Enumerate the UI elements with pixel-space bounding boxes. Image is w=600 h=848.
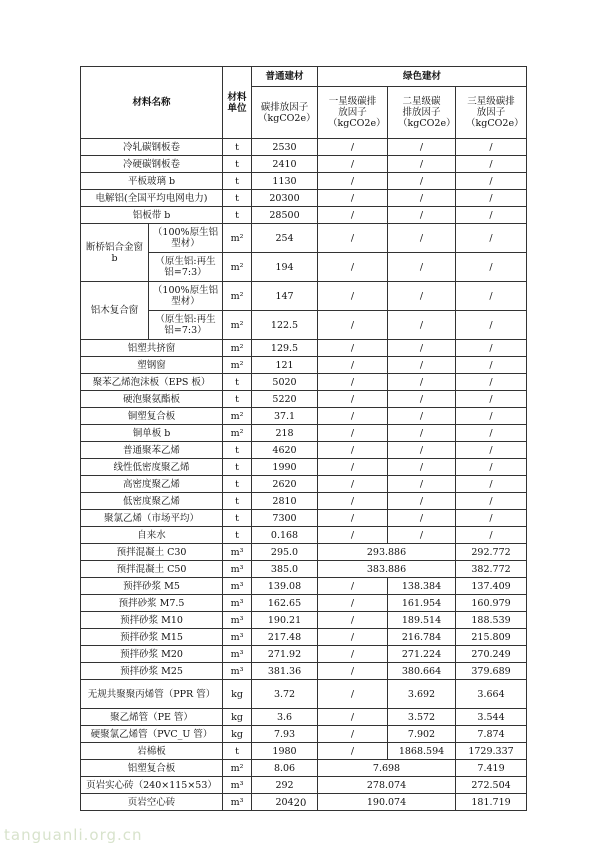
table-row [81,357,527,374]
factor-cell: / [388,139,456,156]
factor-cell: 278.074 [318,777,456,794]
material-name: 平板玻璃 b [81,173,223,190]
unit-cell: m² [223,760,252,777]
factor-cell: 121 [252,357,318,374]
factor-cell: / [318,139,388,156]
unit-cell: m² [223,357,252,374]
material-name: 线性低密度聚乙烯 [81,459,223,476]
factor-cell: / [388,493,456,510]
factor-cell: / [318,173,388,190]
factor-cell: / [318,282,388,311]
material-name: 预拌混凝土 C50 [81,561,223,578]
factor-cell: / [388,224,456,253]
factor-cell: 2530 [252,139,318,156]
material-name: 预拌砂浆 M25 [81,663,223,680]
factor-cell: / [388,156,456,173]
material-name: 普通聚苯乙烯 [81,442,223,459]
header-green-materials: 绿色建材 [318,67,527,87]
factor-cell: / [318,190,388,207]
material-name: 聚乙烯管（PE 管） [81,709,223,726]
unit-cell: m³ [223,612,252,629]
factor-cell: / [318,425,388,442]
material-name: 铝塑共挤窗 [81,340,223,357]
factor-cell: / [318,527,388,544]
material-name: 页岩实心砖（240×115×53） [81,777,223,794]
factor-cell: / [456,357,527,374]
factor-cell: / [318,663,388,680]
factor-cell: / [456,139,527,156]
material-name: 聚氯乙烯（市场平均） [81,510,223,527]
factor-cell: 28500 [252,207,318,224]
factor-cell: / [318,340,388,357]
factor-cell: 270.249 [456,646,527,663]
unit-cell: m³ [223,578,252,595]
material-name: 低密度聚乙烯 [81,493,223,510]
unit-cell: t [223,476,252,493]
factor-cell: / [388,173,456,190]
factor-cell: / [456,340,527,357]
factor-cell: / [318,357,388,374]
unit-cell: t [223,442,252,459]
factor-cell: 7.902 [388,726,456,743]
factor-cell: 215.809 [456,629,527,646]
factor-cell: / [388,190,456,207]
factor-cell: / [456,282,527,311]
factor-cell: / [388,510,456,527]
unit-cell: t [223,207,252,224]
unit-cell: t [223,374,252,391]
table-row [81,726,527,743]
factor-cell: 382.772 [456,561,527,578]
factor-cell: / [388,374,456,391]
factor-cell: 188.539 [456,612,527,629]
factor-cell: / [388,253,456,282]
factor-cell: 3.692 [388,680,456,709]
factor-cell: / [318,374,388,391]
unit-cell: kg [223,709,252,726]
factor-cell: 3.572 [388,709,456,726]
factor-cell: 137.409 [456,578,527,595]
factor-cell: / [388,425,456,442]
unit-cell: m² [223,282,252,311]
material-name: 聚苯乙烯泡沫板（EPS 板） [81,374,223,391]
factor-cell: / [318,391,388,408]
factor-cell: 218 [252,425,318,442]
unit-cell: m³ [223,561,252,578]
factor-cell: / [388,391,456,408]
material-group-name: 断桥铝合金窗 b [81,224,149,282]
header-unit: 材料单位 [223,67,252,139]
factor-cell: / [318,476,388,493]
factor-cell: / [456,374,527,391]
table-row [81,578,527,595]
factor-cell: 217.48 [252,629,318,646]
table-row [81,527,527,544]
table-row [81,743,527,760]
unit-cell: kg [223,726,252,743]
factor-cell: 122.5 [252,311,318,340]
table-row [81,156,527,173]
factor-cell: / [456,190,527,207]
factor-cell: / [456,311,527,340]
factor-cell: / [318,253,388,282]
unit-cell: m³ [223,663,252,680]
table-row [81,544,527,561]
table-row [81,680,527,709]
factor-cell: 1130 [252,173,318,190]
factor-cell: 2810 [252,493,318,510]
table-row [81,408,527,425]
header-three-star-factor: 三星级碳排放因子（kgCO2e） [456,87,527,139]
factor-cell: / [318,709,388,726]
factor-cell: / [456,459,527,476]
factor-cell: 8.06 [252,760,318,777]
table-row [81,207,527,224]
factor-cell: / [388,527,456,544]
material-name: 无规共聚聚丙烯管（PPR 管） [81,680,223,709]
factor-cell: 295.0 [252,544,318,561]
material-subtype: （100%原生铝型材） [149,224,223,253]
factor-cell: 1980 [252,743,318,760]
watermark: tanguanli.org.cn [4,826,143,844]
factor-cell: / [318,207,388,224]
factor-cell: 129.5 [252,340,318,357]
factor-cell: / [318,224,388,253]
factor-cell: / [456,253,527,282]
material-subtype: （100%原生铝型材） [149,282,223,311]
table-row [81,510,527,527]
factor-cell: 272.504 [456,777,527,794]
header-carbon-factor: 碳排放因子（kgCO2e） [252,87,318,139]
material-name: 预拌砂浆 M10 [81,612,223,629]
factor-cell: / [388,282,456,311]
factor-cell: 7.93 [252,726,318,743]
header-two-star-factor: 二星级碳排放因子（kgCO2e） [388,87,456,139]
factor-cell: / [318,726,388,743]
factor-cell: / [388,459,456,476]
material-name: 铜塑复合板 [81,408,223,425]
material-name: 高密度聚乙烯 [81,476,223,493]
material-name: 塑钢窗 [81,357,223,374]
factor-cell: 380.664 [388,663,456,680]
factor-cell: / [456,224,527,253]
factor-cell: 3.72 [252,680,318,709]
unit-cell: m³ [223,595,252,612]
table-row [81,224,527,253]
unit-cell: m³ [223,544,252,561]
factor-cell: / [456,493,527,510]
table-row [81,493,527,510]
factor-cell: 161.954 [388,595,456,612]
material-name: 预拌砂浆 M7.5 [81,595,223,612]
material-name: 硬聚氯乙烯管（PVC_U 管） [81,726,223,743]
unit-cell: m³ [223,629,252,646]
factor-cell: 3.6 [252,709,318,726]
table-row [81,760,527,777]
factor-cell: / [318,612,388,629]
material-name: 预拌混凝土 C30 [81,544,223,561]
factor-cell: / [456,442,527,459]
factor-cell: 293.886 [318,544,456,561]
material-name: 铝塑复合板 [81,760,223,777]
factor-cell: 381.36 [252,663,318,680]
factor-cell: / [318,510,388,527]
factor-cell: / [456,527,527,544]
factor-cell: / [318,442,388,459]
table-row [81,425,527,442]
factor-cell: 7.874 [456,726,527,743]
factor-cell: / [388,340,456,357]
unit-cell: m³ [223,777,252,794]
factor-cell: 190.21 [252,612,318,629]
unit-cell: t [223,173,252,190]
factor-cell: 2410 [252,156,318,173]
factor-cell: / [456,425,527,442]
factor-cell: / [456,408,527,425]
factor-cell: 181.719 [456,794,527,811]
table-row [81,442,527,459]
factor-cell: / [318,646,388,663]
unit-cell: t [223,743,252,760]
factor-cell: / [456,156,527,173]
table-row [81,595,527,612]
unit-cell: t [223,493,252,510]
factor-cell: / [456,391,527,408]
table-row [81,561,527,578]
factor-cell: 1990 [252,459,318,476]
table-row [81,709,527,726]
unit-cell: t [223,510,252,527]
unit-cell: t [223,139,252,156]
table-row [81,391,527,408]
factor-cell: 204 [252,794,318,811]
factor-cell: / [318,459,388,476]
factor-cell: / [318,680,388,709]
material-name: 预拌砂浆 M20 [81,646,223,663]
factor-cell: / [318,629,388,646]
table-row [81,629,527,646]
unit-cell: m² [223,224,252,253]
factor-cell: 7.698 [318,760,456,777]
factor-cell: / [318,493,388,510]
factor-cell: 189.514 [388,612,456,629]
material-name: 页岩空心砖 [81,794,223,811]
factor-cell: 3.544 [456,709,527,726]
unit-cell: m² [223,425,252,442]
factor-cell: 139.08 [252,578,318,595]
factor-cell: / [388,357,456,374]
factor-cell: 138.384 [388,578,456,595]
unit-cell: m² [223,340,252,357]
factor-cell: 160.979 [456,595,527,612]
table-row [81,459,527,476]
unit-cell: m³ [223,646,252,663]
table-row [81,340,527,357]
factor-cell: / [456,207,527,224]
factor-cell: / [388,442,456,459]
material-name: 预拌砂浆 M5 [81,578,223,595]
table-row [81,374,527,391]
table-row [81,612,527,629]
factor-cell: / [388,408,456,425]
factor-cell: 5220 [252,391,318,408]
table-row [81,663,527,680]
material-name: 自来水 [81,527,223,544]
table-row [81,173,527,190]
unit-cell: m³ [223,794,252,811]
factor-cell: 292.772 [456,544,527,561]
factor-cell: / [318,156,388,173]
header-material-name: 材料名称 [81,67,223,139]
factor-cell: 5020 [252,374,318,391]
factor-cell: 271.224 [388,646,456,663]
unit-cell: t [223,156,252,173]
factor-cell: 2620 [252,476,318,493]
factor-cell: 194 [252,253,318,282]
factor-cell: 271.92 [252,646,318,663]
factor-cell: 379.689 [456,663,527,680]
factor-cell: 1868.594 [388,743,456,760]
material-name: 岩棉板 [81,743,223,760]
material-name: 硬泡聚氨酯板 [81,391,223,408]
factor-cell: 147 [252,282,318,311]
unit-cell: m² [223,408,252,425]
factor-cell: 1729.337 [456,743,527,760]
factor-cell: 162.65 [252,595,318,612]
table-row [81,777,527,794]
factor-cell: 37.1 [252,408,318,425]
unit-cell: m² [223,311,252,340]
factor-cell: 0.168 [252,527,318,544]
factor-cell: 292 [252,777,318,794]
unit-cell: m² [223,253,252,282]
material-name: 预拌砂浆 M15 [81,629,223,646]
factor-cell: / [318,311,388,340]
page-number: 20 [293,798,307,809]
emission-factor-table [80,66,527,811]
material-subtype: （原生铝:再生铝=7:3） [149,311,223,340]
material-name: 铝板带 b [81,207,223,224]
factor-cell: 190.074 [318,794,456,811]
factor-cell: 385.0 [252,561,318,578]
factor-cell: / [318,408,388,425]
unit-cell: t [223,391,252,408]
factor-cell: 254 [252,224,318,253]
table-row [81,139,527,156]
factor-cell: / [318,595,388,612]
factor-cell: 4620 [252,442,318,459]
factor-cell: 3.664 [456,680,527,709]
table-row [81,282,527,311]
table-row [81,646,527,663]
material-group-name: 铝木复合窗 [81,282,149,340]
unit-cell: t [223,459,252,476]
material-subtype: （原生铝:再生铝=7:3） [149,253,223,282]
factor-cell: 216.784 [388,629,456,646]
material-name: 冷硬碳钢板卷 [81,156,223,173]
unit-cell: t [223,527,252,544]
factor-cell: 7.419 [456,760,527,777]
factor-cell: 383.886 [318,561,456,578]
unit-cell: kg [223,680,252,709]
factor-cell: / [388,476,456,493]
factor-cell: / [318,743,388,760]
factor-cell: 7300 [252,510,318,527]
factor-cell: / [456,510,527,527]
header-one-star-factor: 一星级碳排放因子（kgCO2e） [318,87,388,139]
unit-cell: t [223,190,252,207]
factor-cell: / [456,173,527,190]
material-name: 电解铝(全国平均电网电力) [81,190,223,207]
factor-cell: / [318,578,388,595]
table-row [81,190,527,207]
factor-cell: / [388,207,456,224]
material-name: 冷轧碳钢板卷 [81,139,223,156]
factor-cell: / [388,311,456,340]
factor-cell: / [456,476,527,493]
material-name: 铜单板 b [81,425,223,442]
header-ordinary-materials: 普通建材 [252,67,318,87]
factor-cell: 20300 [252,190,318,207]
table-row [81,476,527,493]
